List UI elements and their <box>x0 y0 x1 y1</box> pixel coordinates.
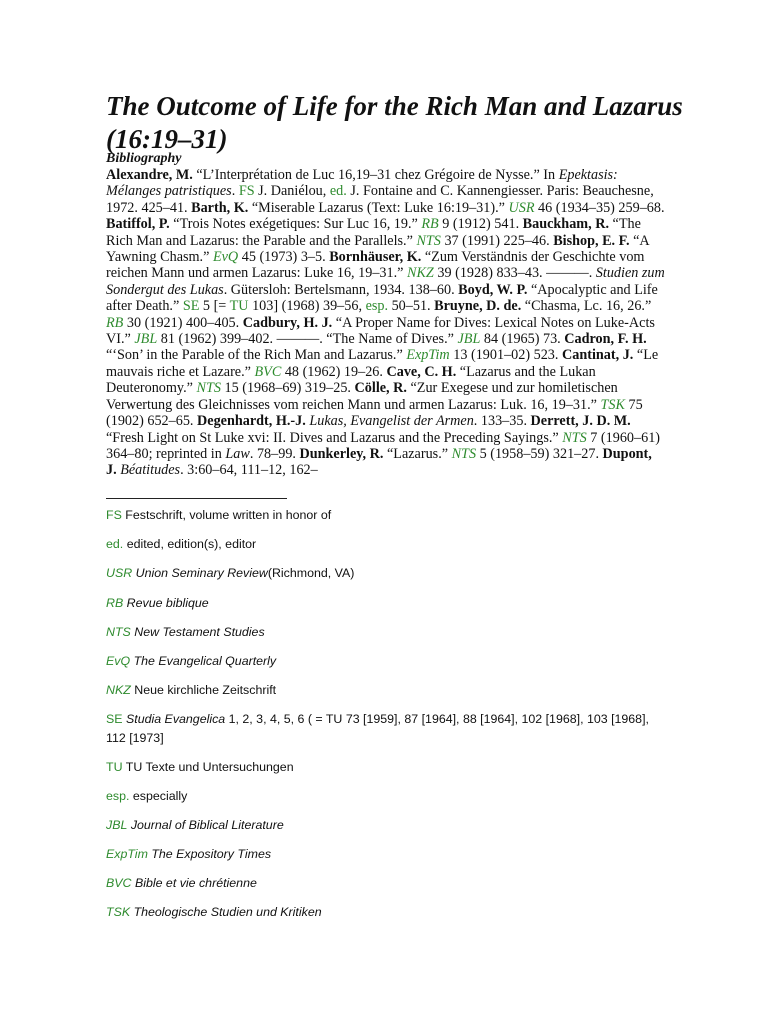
work-title: Epektasis: Mélanges patristiques <box>106 167 618 200</box>
journal-abbreviation-link[interactable]: EvQ <box>212 249 239 266</box>
citation-text: . 133–35. <box>473 413 531 430</box>
author-name: Bishop, E. F. <box>553 232 630 249</box>
citation-text: 50–51. <box>388 298 435 315</box>
footnote-definition: The Expository Times <box>151 847 272 861</box>
footnote-item <box>106 652 666 671</box>
citation-text: “‘Son’ in the Parable of the Rich Man and Lazarus.” <box>106 347 407 364</box>
journal-abbreviation-link[interactable]: NTS <box>562 429 587 446</box>
author-name: Derrett, J. D. M. <box>530 413 631 430</box>
footnote-abbreviation[interactable]: TSK <box>106 905 131 919</box>
footnote-item <box>106 623 666 642</box>
footnote-item <box>106 710 666 748</box>
citation-text: 103] (1968) 39–56, <box>248 298 366 315</box>
footnote-abbreviation[interactable]: ExpTim <box>106 847 148 861</box>
footnote-item <box>106 594 666 613</box>
journal-abbreviation-link[interactable]: USR <box>508 199 535 216</box>
citation-text: . <box>231 183 239 200</box>
citation-text: 75 (1902) 652–65. <box>106 396 643 430</box>
author-name: Dupont, J. <box>106 445 652 479</box>
citation-text: “Lazarus.” <box>383 445 452 462</box>
author-name: Cadron, F. H. <box>564 331 647 348</box>
citation-text: 9 (1912) 541. <box>438 216 523 233</box>
author-name: Boyd, W. P. <box>458 281 528 298</box>
citation-text: “Fresh Light on St Luke xvi: II. Dives and Lazarus and the Preceding Sayings.” <box>106 429 563 446</box>
footnote-item <box>106 535 666 554</box>
citation-text: 5 [= <box>199 298 230 315</box>
footnote-suffix: 1, 2, 3, 4, 5, 6 ( = TU 73 [1959], 87 [1964], 88 [1964], 102 [1968], 103 [1968], 112 [1973] <box>106 712 649 745</box>
citation-text: 46 (1934–35) 259–68. <box>534 199 665 216</box>
footnote-abbreviation[interactable]: TU <box>106 760 123 774</box>
citation-text: 84 (1965) 73. <box>480 331 565 348</box>
footnote-definition: New Testament Studies <box>134 625 265 639</box>
author-name: Alexandre, M. <box>106 167 193 183</box>
footnote-definition: TU Texte und Untersuchungen <box>125 760 294 774</box>
footnote-suffix: (Richmond, VA) <box>267 566 355 580</box>
footnote-definition: Theologische Studien und Kritiken <box>133 905 322 919</box>
bibliography-text <box>106 167 666 479</box>
journal-abbreviation-link[interactable]: TSK <box>600 396 625 413</box>
journal-abbreviation-link[interactable]: JBL <box>457 331 481 348</box>
journal-abbreviation-link[interactable]: NKZ <box>407 265 434 282</box>
citation-text: “L’Interprétation de Luc 16,19–31 chez Grégoire de Nysse.” In <box>192 167 559 183</box>
citation-text: “The Rich Man and Lazarus: the Parable and the Parallels.” <box>106 216 641 249</box>
journal-abbreviation-link[interactable]: BVC <box>254 363 282 380</box>
footnote-definition: The Evangelical Quarterly <box>133 654 277 668</box>
footnote-item <box>106 787 666 806</box>
citation-text: 15 (1968–69) 319–25. <box>220 380 355 397</box>
citation-text: 45 (1973) 3–5. <box>238 249 330 266</box>
citation-text: “Zur Exegese und zur homiletischen Verwertung des Gleichnisses vom reichen Mann und armen Lazarus: Luk. 16, 19–31.” <box>106 380 618 413</box>
footnote-definition: edited, edition(s), editor <box>126 537 257 551</box>
footnote-abbreviation[interactable]: SE <box>106 712 123 726</box>
author-name: Bornhäuser, K. <box>329 249 422 266</box>
work-title: Lukas, Evangelist der Armen <box>309 413 474 430</box>
abbreviation-link[interactable]: TU <box>229 298 249 315</box>
footnote-definition: Neue kirchliche Zeitschrift <box>134 683 277 697</box>
footnote-item <box>106 845 666 864</box>
author-name: Cadbury, H. J. <box>242 314 333 331</box>
footnote-item <box>106 816 666 835</box>
journal-abbreviation-link[interactable]: NTS <box>196 380 221 397</box>
footnote-abbreviation[interactable]: NTS <box>106 625 131 639</box>
journal-abbreviation-link[interactable]: RB <box>106 314 124 331</box>
citation-text: “A Proper Name for Dives: Lexical Notes on Luke-Acts VI.” <box>106 314 655 348</box>
author-name: Batiffol, P. <box>106 216 170 233</box>
citation-text: “Lazarus and the Lukan Deuteronomy.” <box>106 363 596 397</box>
footnote-abbreviation[interactable]: esp. <box>106 789 130 803</box>
author-name: Cave, C. H. <box>386 363 457 380</box>
work-title: Law <box>225 445 250 462</box>
citation-text: “Trois Notes exégetiques: Sur Luc 16, 19.” <box>169 216 422 233</box>
footnote-abbreviation[interactable]: RB <box>106 596 124 610</box>
abbreviation-link[interactable]: SE <box>182 298 200 315</box>
bibliography-heading: Bibliography <box>106 151 182 166</box>
footnote-definition: Revue biblique <box>126 596 209 610</box>
citation-text: 37 (1991) 225–46. <box>440 232 554 249</box>
journal-abbreviation-link[interactable]: NTS <box>416 232 441 249</box>
work-title: Béatitudes <box>120 462 181 479</box>
author-name: Cantinat, J. <box>562 347 634 364</box>
citation-text: “Chasma, Lc. 16, 26.” <box>521 298 652 315</box>
footnote-definition: Union Seminary Review <box>135 566 268 580</box>
footnote-definition: Journal of Biblical Literature <box>130 818 284 832</box>
footnote-abbreviation[interactable]: FS <box>106 508 122 522</box>
footnote-item <box>106 758 666 777</box>
citation-text: 81 (1962) 399–402. ———. “The Name of Dives.” <box>157 331 458 348</box>
author-name: Cölle, R. <box>354 380 407 397</box>
footnote-item <box>106 506 666 525</box>
footnote-definition: Festschrift, volume written in honor of <box>125 508 332 522</box>
footnote-definition: Studia Evangelica <box>125 712 226 726</box>
footnote-abbreviation[interactable]: EvQ <box>106 654 131 668</box>
footnote-divider <box>106 498 287 499</box>
abbreviation-link[interactable]: esp. <box>365 298 389 315</box>
footnote-item <box>106 903 666 922</box>
footnote-item <box>106 681 666 700</box>
author-name: Bruyne, D. de. <box>434 298 522 315</box>
citation-text: 5 (1958–59) 321–27. <box>476 445 603 462</box>
citation-text: 13 (1901–02) 523. <box>449 347 562 364</box>
journal-abbreviation-link[interactable]: RB <box>421 216 439 233</box>
citation-text: “Apocalyptic and Life after Death.” <box>106 281 658 315</box>
citation-text: J. Daniélou, <box>254 183 330 200</box>
footnote-abbreviation[interactable]: BVC <box>106 876 132 890</box>
journal-abbreviation-link[interactable]: NTS <box>451 445 477 462</box>
author-name: Bauckham, R. <box>522 216 609 233</box>
author-name: Degenhardt, H.-J. <box>197 413 306 430</box>
author-name: Dunkerley, R. <box>299 445 384 462</box>
citation-text: 39 (1928) 833–43. ———. <box>433 265 596 282</box>
footnote-abbreviation[interactable]: ed. <box>106 537 124 551</box>
footnote-abbreviation[interactable]: USR <box>106 566 133 580</box>
citation-text: 7 (1960–61) 364–80; reprinted in <box>106 429 661 462</box>
journal-abbreviation-link[interactable]: ExpTim <box>406 347 450 364</box>
citation-text: “Le mauvais riche et Lazare.” <box>106 347 659 380</box>
page-title: The Outcome of Life for the Rich Man and Lazarus (16:19–31) <box>106 91 683 154</box>
footnote-abbreviation[interactable]: NKZ <box>106 683 131 697</box>
citation-text: . 78–99. <box>249 445 300 462</box>
citation-text: J. Fontaine and C. Kannengiesser. Paris: Beauchesne, 1972. 425–41. <box>106 183 654 216</box>
citation-text: 30 (1921) 400–405. <box>123 314 243 331</box>
citation-text: . 3:60–64, 111–12, 162– <box>180 462 318 479</box>
footnote-item <box>106 564 666 583</box>
footnote-item <box>106 874 666 893</box>
abbreviation-link[interactable]: FS <box>238 183 255 200</box>
work-title: Studien zum Sondergut des Lukas <box>106 265 665 298</box>
citation-text: . Gütersloh: Bertelsmann, 1934. 138–60. <box>223 281 459 298</box>
citation-text: “Miserable Lazarus (Text: Luke 16:19–31).” <box>248 199 509 216</box>
author-name: Barth, K. <box>191 199 249 216</box>
footnote-definition: Bible et vie chrétienne <box>134 876 257 890</box>
citation-text: 48 (1962) 19–26. <box>281 363 387 380</box>
citation-text: “A Yawning Chasm.” <box>106 232 649 266</box>
abbreviation-link[interactable]: ed. <box>329 183 347 200</box>
footnote-definition: especially <box>132 789 188 803</box>
citation-text: “Zum Verständnis der Geschichte vom reichen Mann und armen Lazarus: Luke 16, 19–31.” <box>106 249 645 282</box>
footnote-abbreviation[interactable]: JBL <box>106 818 128 832</box>
journal-abbreviation-link[interactable]: JBL <box>134 331 158 348</box>
